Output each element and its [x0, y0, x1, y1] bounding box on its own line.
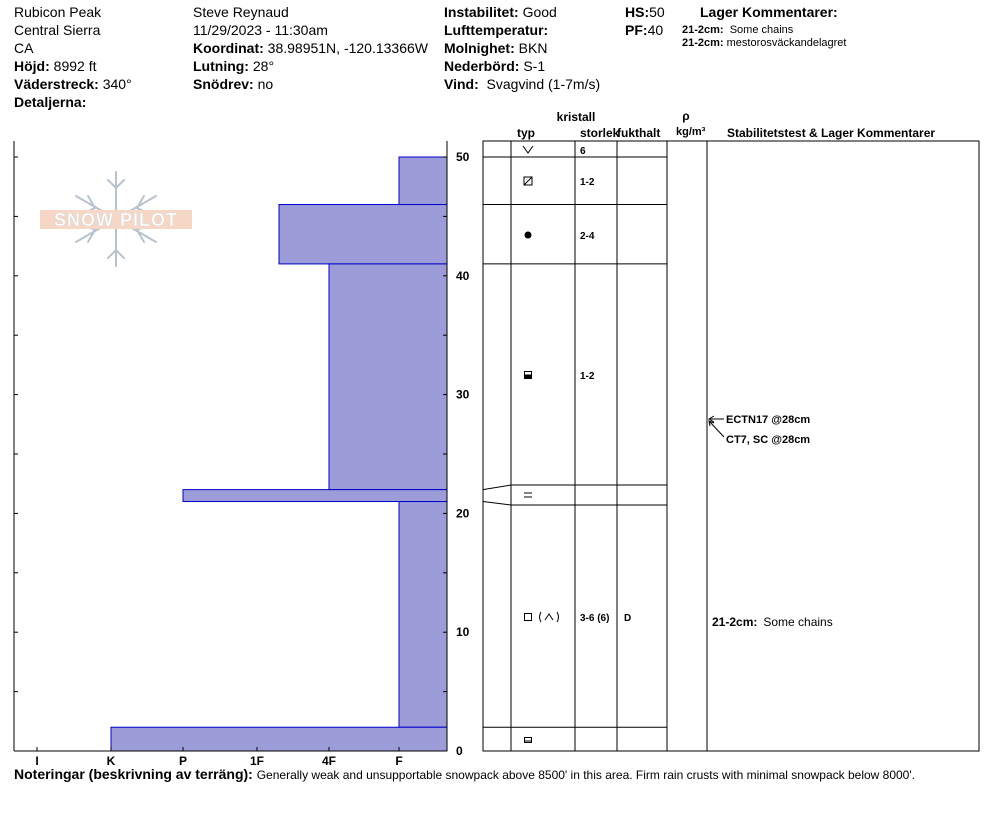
- drift-value: no: [257, 76, 274, 92]
- grain-connector-21: [483, 502, 511, 505]
- observer-name: Steve Reynaud: [193, 4, 289, 20]
- precip-value: S-1: [523, 58, 546, 74]
- hardness-bar-6: [111, 727, 447, 751]
- airtemp-label: Lufttemperatur:: [444, 22, 549, 38]
- details-label: Detaljerna:: [14, 94, 87, 110]
- melt-freeze-crust-icon: [525, 738, 532, 743]
- grain-size-4: 1-2: [580, 371, 595, 382]
- grain-size-6: 3-6 (6): [580, 613, 610, 624]
- hardness-bar-5: [399, 502, 447, 728]
- layer-comment-1-text: Some chains: [729, 24, 794, 36]
- hardness-bar-3: [329, 264, 447, 490]
- hardness-bars: [111, 157, 447, 751]
- coordinate-value: 38.98951N, -120.13366W: [267, 40, 428, 56]
- precip-label: Nederbörd:: [444, 58, 520, 74]
- state-name: CA: [14, 40, 34, 56]
- sky-value: BKN: [518, 40, 548, 56]
- hardness-label-I: I: [35, 754, 39, 768]
- hardness-label-K: K: [106, 754, 116, 768]
- instability-label: Instabilitet:: [444, 4, 519, 20]
- table-layer-comment-text: Some chains: [763, 615, 833, 629]
- col-rho-header: ρ: [682, 109, 690, 123]
- logo-text: SNOW PILOT: [54, 210, 178, 230]
- grain-moisture-6: D: [624, 613, 632, 624]
- depth-label-20: 20: [456, 506, 470, 521]
- depth-label-50: 50: [456, 150, 470, 164]
- col-type-header: typ: [517, 126, 535, 140]
- elevation-value: 8992 ft: [53, 58, 97, 74]
- decomposing-fragments-icon: [524, 177, 532, 185]
- slope-label: Lutning:: [193, 58, 249, 74]
- wind-value: Svagvind (1-7m/s): [486, 76, 601, 92]
- layer-comment-2-text: mestorosväckandelagret: [726, 37, 847, 49]
- snowpilot-logo: [40, 172, 192, 266]
- grain-table: [483, 109, 979, 751]
- left-depth-ticks: [14, 157, 18, 751]
- hs-label: HS:: [625, 4, 650, 20]
- hardness-label-P: P: [178, 754, 188, 768]
- layer-comments-title: Lager Kommentarer:: [700, 4, 838, 20]
- observation-datetime: 11/29/2023 - 11:30am: [193, 22, 328, 38]
- grain-size-1: 6: [580, 146, 586, 157]
- terrain-notes-label: Noteringar (beskrivning av terräng):: [14, 766, 253, 782]
- grain-connector-22: [483, 485, 511, 490]
- layer-comment-1-depth: 21-2cm:: [682, 24, 724, 36]
- hardness-label-4F: 4F: [321, 754, 337, 768]
- depth-label-40: 40: [456, 268, 470, 283]
- wind-label: Vind:: [444, 76, 479, 92]
- hardness-bar-2: [279, 205, 447, 264]
- hardness-label-F: F: [395, 754, 403, 768]
- elevation-label: Höjd:: [14, 58, 50, 74]
- sky-label: Molnighet:: [444, 40, 515, 56]
- hardness-bar-4: [183, 490, 447, 502]
- col-crystal-header: kristall: [556, 110, 596, 124]
- aspect-label: Väderstreck:: [14, 76, 99, 92]
- surface-hoar-icon: [523, 146, 533, 153]
- range-name: Central Sierra: [14, 22, 101, 38]
- depth-label-0: 0: [456, 744, 463, 758]
- col-size-header: storlek: [580, 126, 620, 140]
- hardness-profile-chart: [14, 141, 470, 768]
- pf-value: 40: [647, 22, 664, 38]
- stability-test-2: CT7, SC @28cm: [726, 434, 811, 446]
- depth-label-10: 10: [456, 625, 470, 640]
- grain-size-2: 1-2: [580, 177, 595, 188]
- grain-table-frame: [483, 141, 979, 751]
- faceted-depth-hoar-icon: [525, 612, 559, 622]
- grain-size-3: 2-4: [580, 231, 595, 242]
- location-name: Rubicon Peak: [14, 4, 102, 20]
- stability-test-1: ECTN17 @28cm: [726, 414, 811, 426]
- hardness-bar-1: [399, 157, 447, 205]
- layer-comment-2-depth: 21-2cm:: [682, 37, 724, 49]
- aspect-value: 340°: [102, 76, 132, 92]
- col-stability-header: Stabilitetstest & Lager Kommentarer: [727, 126, 936, 140]
- pf-label: PF:: [625, 22, 648, 38]
- instability-value: Good: [522, 4, 557, 20]
- stability-test-arrows: [709, 416, 724, 437]
- terrain-notes-text: Generally weak and unsupportable snowpack above 8500' in this area. Firm rain crusts with minimal snowpack below 8000'.: [256, 768, 915, 782]
- drift-label: Snödrev:: [193, 76, 254, 92]
- table-layer-comment: [712, 615, 833, 629]
- crust-icon: [524, 493, 532, 497]
- graupel-icon: [525, 232, 532, 239]
- col-moisture-header: fukthalt: [617, 126, 661, 140]
- coordinate-label: Koordinat:: [193, 40, 264, 56]
- rounded-faceted-icon: [525, 372, 532, 379]
- depth-label-30: 30: [456, 387, 470, 402]
- table-layer-comment-depth: 21-2cm:: [712, 615, 758, 629]
- slope-value: 28°: [252, 58, 275, 74]
- terrain-notes: [14, 766, 915, 782]
- hs-value: 50: [649, 4, 665, 20]
- col-density-header: kg/m³: [676, 126, 706, 138]
- hardness-label-1F: 1F: [249, 754, 265, 768]
